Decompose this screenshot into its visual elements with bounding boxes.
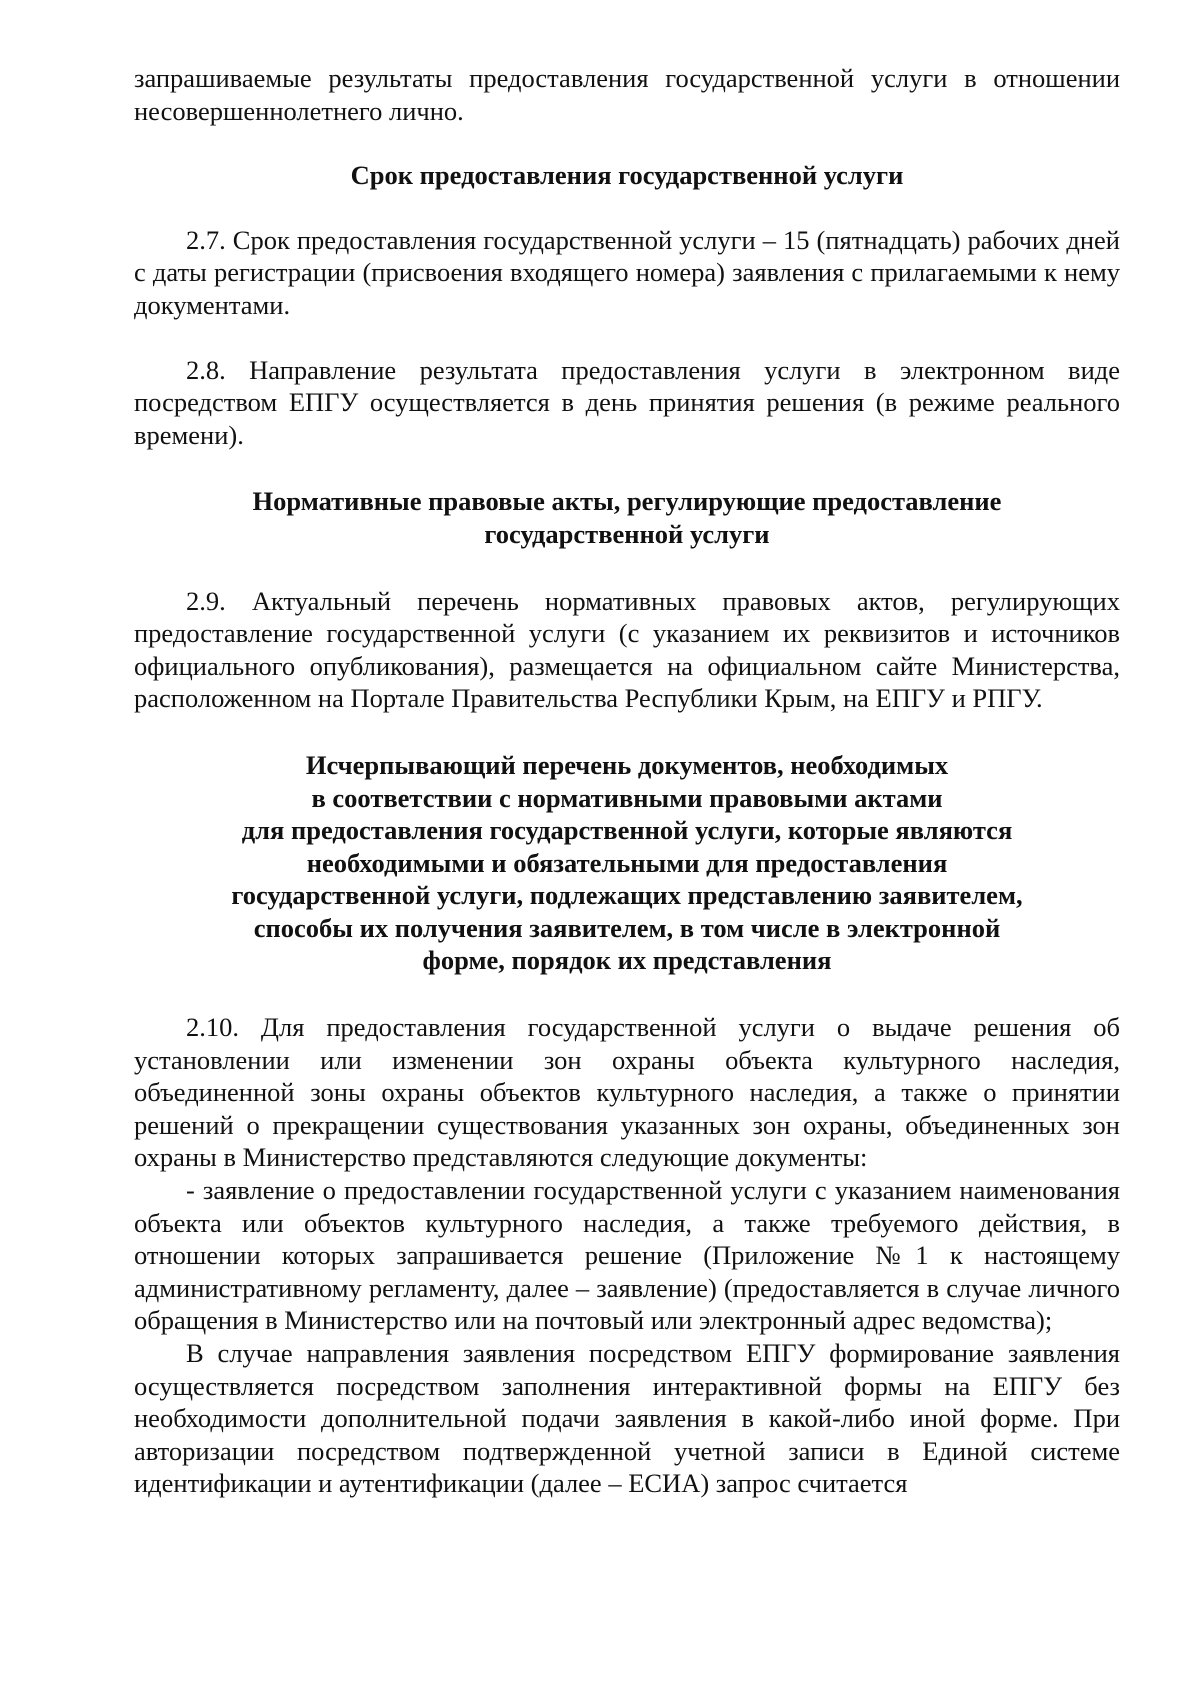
heading-line: государственной услуги — [484, 518, 770, 549]
spacer — [134, 127, 1120, 159]
paragraph-2-10: 2.10. Для предоставления государственной услуги о выдаче решения об установлении или изменении зон охраны объекта культурного наследия, объединенной зоны охраны объектов культурного наследия, а также о принятии решений о прекращении существования указанных зон охраны, объединенных зон охраны в Министерство представляются следующие документы: — [134, 1012, 1120, 1173]
heading-line: необходимыми и обязательными для предоставления — [306, 847, 948, 878]
heading-line: государственной услуги, подлежащих представлению заявителем, — [231, 880, 1023, 911]
paragraph-application-bullet: - заявление о предоставлении государственной услуги с указанием наименования объекта или объектов культурного наследия, а также требуемого действия, в отношении которых запрашивается решение (Приложение №1 к настоящему административному регламенту, далее – заявление) (предоставляется в случае личного обращения в Министерство или на почтовый или электронный адрес ведомства); — [134, 1175, 1120, 1336]
section-heading-documents — [134, 749, 1120, 977]
heading-line: Нормативные правовые акты, регулирующие предоставление — [252, 486, 1002, 517]
intro-continuation-paragraph: запрашиваемые результаты предоставления государственной услуги в отношении несовершеннолетнего лично. — [134, 63, 1120, 126]
paragraph-2-9: 2.9. Актуальный перечень нормативных правовых актов, регулирующих предоставление государственной услуги (с указанием их реквизитов и источников официального опубликования), размещается на официальном сайте Министерства, расположенном на Портале Правительства Республики Крым, на ЕПГУ и РПГУ. — [134, 585, 1120, 714]
heading-line: форме, порядок их представления — [422, 945, 832, 976]
section-heading-term: Срок предоставления государственной услуги — [350, 160, 904, 191]
spacer — [134, 192, 1120, 224]
section-heading-acts — [134, 485, 1120, 550]
spacer — [134, 322, 1120, 354]
heading-line: Исчерпывающий перечень документов, необходимых — [305, 749, 949, 780]
heading-line: для предоставления государственной услуги, которые являются — [241, 815, 1013, 846]
document-page — [134, 62, 1120, 1500]
paragraph-epgu: В случае направления заявления посредством ЕПГУ формирование заявления осуществляется посредством заполнения интерактивной формы на ЕПГУ без необходимости дополнительной подачи заявления в какой-либо иной форме. При авторизации посредством подтвержденной учетной записи в Единой системе идентификации и аутентификации (далее – ЕСИА) запрос считается — [134, 1338, 1120, 1499]
spacer — [134, 715, 1120, 749]
heading-line: способы их получения заявителем, в том числе в электронной — [253, 912, 1001, 943]
spacer — [134, 977, 1120, 1011]
heading-line: в соответствии с нормативными правовыми актами — [311, 782, 943, 813]
paragraph-2-8: 2.8. Направление результата предоставления услуги в электронном виде посредством ЕПГУ осуществляется в день принятия решения (в режиме реального времени). — [134, 354, 1120, 450]
paragraph-2-7: 2.7. Срок предоставления государственной услуги – 15 (пятнадцать) рабочих дней с даты регистрации (присвоения входящего номера) заявления с прилагаемыми к нему документами. — [134, 224, 1120, 320]
spacer — [134, 451, 1120, 485]
spacer — [134, 551, 1120, 585]
